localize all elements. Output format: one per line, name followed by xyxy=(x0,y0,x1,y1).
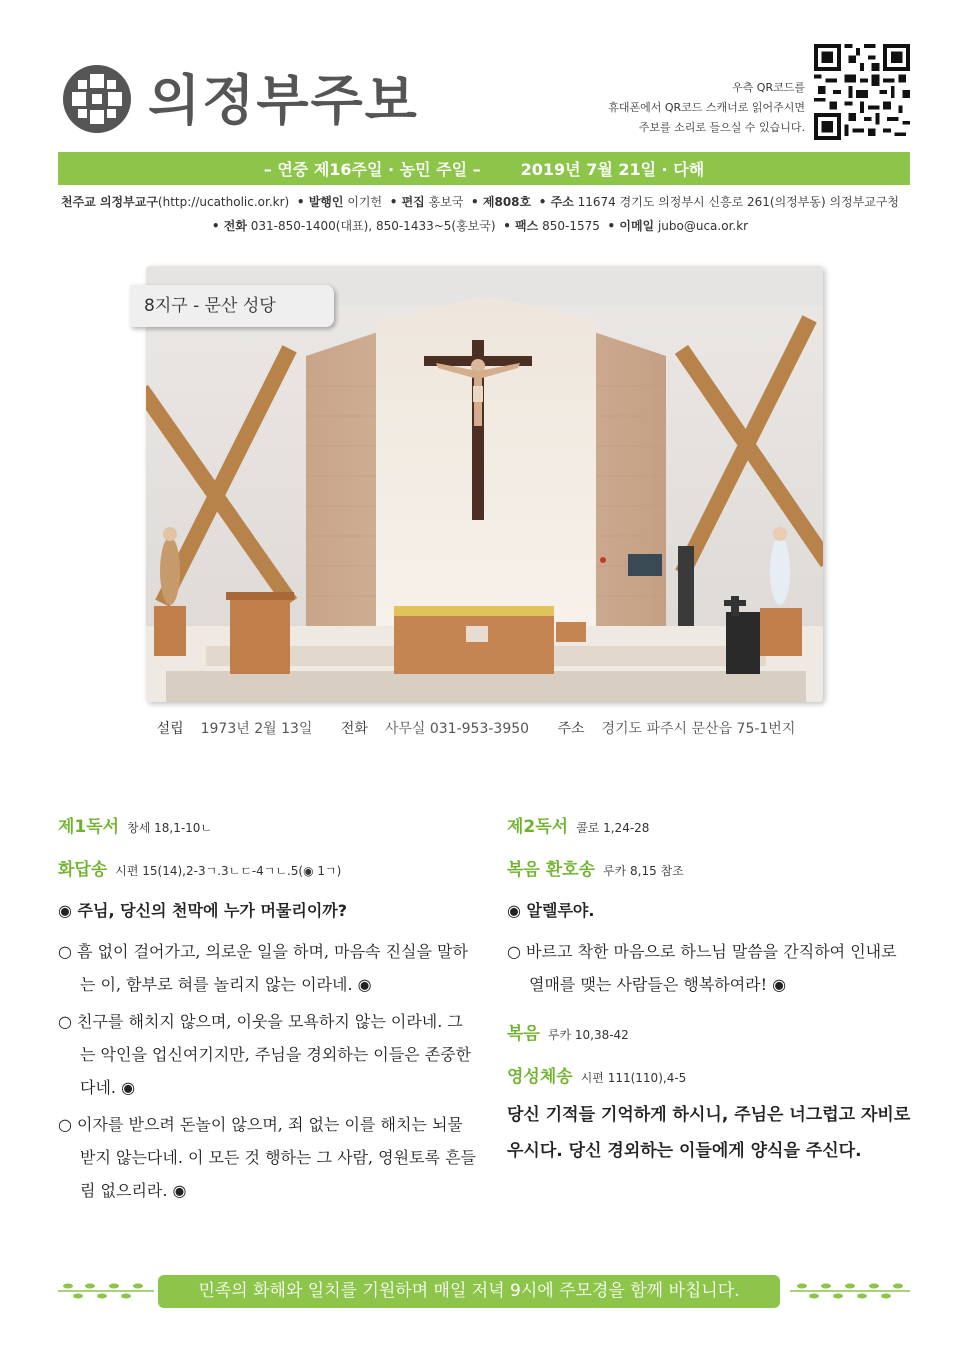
psalm-verse: ○ 친구를 해치지 않으며, 이웃을 모욕하지 않는 이라네. 그는 악인을 업신여기지만, 주님을 경외하는 이들은 존중한다네. ◉ xyxy=(58,1012,472,1097)
communion-antiphon: 영성체송 시편 111(110),4-5 xyxy=(507,1067,687,1087)
second-reading: 제2독서 콜로 1,24-28 xyxy=(507,817,650,837)
contact-info: • 전화 031-850-1400(대표), 850-1433~5(홍보국) • 팩스 850-1575 • 이메일 jubo@uca.or.kr xyxy=(211,219,749,233)
vine-right-icon xyxy=(790,1278,910,1304)
parish-label: 8지구 - 문산 성당 xyxy=(130,285,334,327)
alleluia-response: ◉ 알렐루야. xyxy=(507,901,595,920)
psalm-verse: ○ 이자를 받으려 돈놀이 않으며, 죄 없는 이를 해치는 뇌물 받지 않는다네. 이 모든 것 행하는 그 사람, 영원토록 흔들림 없으리라. ◉ xyxy=(58,1115,476,1200)
email-link[interactable]: jubo@uca.or.kr xyxy=(657,219,749,233)
readings-left-column xyxy=(58,812,478,1211)
communion-text: 당신 기적들 기억하게 하시니, 주님은 너그럽고 자비로우시다. 당신 경외하는 이들에게 양식을 주신다. xyxy=(507,1105,911,1161)
acclamation-verse: ○ 바르고 착한 마음으로 하느님 말씀을 간직하여 인내로 열매를 맺는 사람들은 행복하여라! ◉ xyxy=(507,942,897,994)
church-altar-photo xyxy=(146,266,823,702)
issue-date: 2019년 7월 21일 · 다해 xyxy=(520,160,705,179)
psalm-response: ◉ 주님, 당신의 천막에 누가 머물리이까? xyxy=(58,901,348,920)
publisher-info: 천주교 의정부교구(http://ucatholic.or.kr) • 발행인 이기헌 • 편집 홍보국 • 제808호 • 주소 11674 경기도 의정부시 신흥로 261(의정부동) 의정부교구청 xyxy=(61,195,899,209)
readings-right-column xyxy=(507,812,917,1169)
parish-details: 설립 1973년 2월 13일 전화 사무실 031-953-3950 주소 경기도 파주시 문산읍 75-1번지 xyxy=(156,721,796,737)
qr-code-icon[interactable] xyxy=(814,44,910,140)
qr-note: 우측 QR코드를 휴대폰에서 QR코드 스캐너로 읽어주시면 주보를 소리로 들으실 수 있습니다. xyxy=(608,81,805,134)
bulletin-title: 의정부주보 xyxy=(148,68,419,132)
gospel-acclamation: 복음 환호송 루카 8,15 참조 xyxy=(507,860,684,880)
first-reading: 제1독서 창세 18,1-10ㄴ xyxy=(58,817,213,837)
date-band xyxy=(58,152,910,185)
sunday-title: – 연중 제16주일 · 농민 주일 – xyxy=(263,160,481,179)
psalm-verse: ○ 흠 없이 걸어가고, 의로운 일을 하며, 마음속 진실을 말하는 이, 함부로 혀를 놀리지 않는 이라네. ◉ xyxy=(58,942,468,994)
vine-left-icon xyxy=(58,1278,154,1304)
diocese-logo-icon xyxy=(62,64,132,134)
gospel: 복음 루카 10,38-42 xyxy=(507,1024,629,1044)
prayer-banner: 민족의 화해와 일치를 기원하며 매일 저녁 9시에 주모경을 함께 바칩니다. xyxy=(158,1275,780,1308)
responsorial-psalm: 화답송 시편 15(14),2-3ㄱ.3ㄴㄷ-4ㄱㄴ.5(◉ 1ㄱ) xyxy=(58,860,342,880)
